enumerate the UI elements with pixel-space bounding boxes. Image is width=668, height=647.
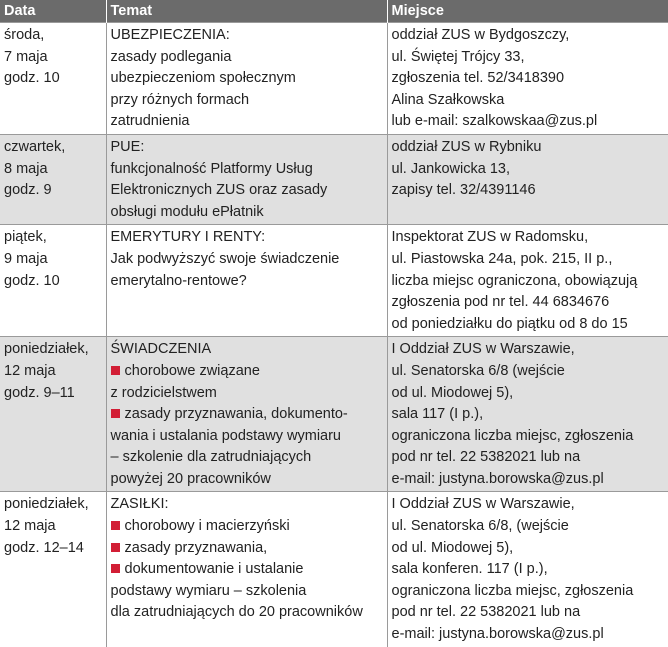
place-line: zapisy tel. 32/4391146 (391, 182, 536, 199)
place-cell (387, 492, 668, 647)
topic-cell (106, 337, 387, 492)
topic-text: zasady przyznawania, dokumento- (124, 406, 348, 423)
topic-line (111, 469, 383, 491)
date-line: 9 maja (4, 250, 48, 267)
topic-line (111, 383, 383, 405)
topic-cell (106, 134, 387, 224)
header-place: Miejsce (387, 0, 668, 23)
place-line: zgłoszenia pod nr tel. 44 6834676 (391, 294, 610, 311)
place-line: sala 117 (I p.), (391, 406, 484, 423)
header-row (0, 0, 668, 23)
table-row (0, 225, 668, 337)
topic-line (111, 249, 383, 271)
date-line: godz. 12–14 (4, 539, 84, 556)
square-bullet-icon (111, 366, 120, 375)
topic-line (111, 494, 383, 516)
table-row (0, 23, 668, 135)
topic-text: podstawy wymiaru – szkolenia (110, 582, 307, 599)
topic-text: PUE: (110, 138, 145, 155)
place-line: e-mail: justyna.borowska@zus.pl (391, 626, 604, 643)
place-line: ul. Senatorska 6/8, (wejście (391, 518, 569, 535)
header-date: Data (0, 0, 106, 23)
topic-line (111, 271, 383, 293)
topic-text: przy różnych formach (110, 91, 250, 108)
topic-line (111, 447, 383, 469)
topic-line (111, 559, 383, 581)
square-bullet-icon (111, 521, 120, 530)
date-line: godz. 9 (4, 182, 52, 199)
place-cell (387, 134, 668, 224)
place-line: liczba miejsc ograniczona, obowiązują (391, 272, 638, 289)
topic-line (111, 202, 383, 224)
topic-cell (106, 23, 387, 135)
date-cell (0, 337, 106, 492)
topic-line (111, 111, 383, 133)
topic-line (111, 426, 383, 448)
place-line: Inspektorat ZUS w Radomsku, (391, 229, 589, 246)
topic-text: – szkolenie dla zatrudniających (110, 449, 312, 466)
topic-line (111, 361, 383, 383)
topic-text: ŚWIADCZENIA (110, 341, 212, 358)
place-line: ograniczona liczba miejsc, zgłoszenia (391, 427, 634, 444)
topic-text: dokumentowanie i ustalanie (124, 561, 304, 578)
topic-text: chorobowy i macierzyński (124, 518, 290, 535)
table-row (0, 134, 668, 224)
place-line: pod nr tel. 22 5382021 lub na (391, 449, 581, 466)
place-line: lub e-mail: szalkowskaa@zus.pl (391, 113, 598, 130)
topic-text: dla zatrudniających do 20 pracowników (110, 604, 363, 621)
place-line: Alina Szałkowska (391, 91, 505, 108)
place-line: zgłoszenia tel. 52/3418390 (391, 70, 565, 87)
topic-line (111, 538, 383, 560)
topic-line (111, 516, 383, 538)
topic-text: ubezpieczeniom społecznym (110, 70, 296, 87)
topic-line (111, 90, 383, 112)
topic-text: powyżej 20 pracowników (110, 470, 271, 487)
topic-line (111, 404, 383, 426)
topic-text: Elektronicznych ZUS oraz zasady (110, 182, 328, 199)
place-line: ul. Jankowicka 13, (391, 160, 510, 177)
topic-line (111, 68, 383, 90)
topic-line (111, 581, 383, 603)
topic-line (111, 159, 383, 181)
date-line: piątek, (4, 229, 47, 246)
date-line: środa, (4, 27, 45, 43)
topic-line (111, 137, 383, 159)
topic-text: zasady przyznawania, (124, 539, 268, 556)
date-line: 12 maja (4, 362, 56, 379)
place-line: I Oddział ZUS w Warszawie, (391, 341, 575, 358)
date-line: 12 maja (4, 518, 56, 535)
date-cell (0, 492, 106, 647)
square-bullet-icon (111, 543, 120, 552)
date-cell (0, 225, 106, 337)
topic-text: z rodzicielstwem (110, 384, 217, 401)
topic-line (111, 339, 383, 361)
place-line: oddział ZUS w Rybniku (391, 138, 542, 155)
date-line: poniedziałek, (4, 496, 89, 513)
place-line: ograniczona liczba miejsc, zgłoszenia (391, 582, 634, 599)
topic-text: zasady podlegania (110, 48, 232, 65)
topic-line (111, 25, 383, 47)
date-cell (0, 23, 106, 135)
header-topic: Temat (106, 0, 387, 23)
place-line: ul. Świętej Trójcy 33, (391, 48, 525, 65)
date-line: poniedziałek, (4, 341, 89, 358)
place-line: sala konferen. 117 (I p.), (391, 561, 548, 578)
topic-line (111, 602, 383, 624)
date-line: godz. 9–11 (4, 384, 75, 401)
date-line: 8 maja (4, 160, 48, 177)
place-cell (387, 225, 668, 337)
topic-text: wania i ustalania podstawy wymiaru (110, 427, 341, 444)
topic-text: ZASIŁKI: (110, 496, 169, 513)
date-line: 7 maja (4, 48, 48, 65)
place-line: I Oddział ZUS w Warszawie, (391, 496, 575, 513)
topic-line (111, 227, 383, 249)
topic-line (111, 180, 383, 202)
topic-text: chorobowe związane (124, 362, 260, 379)
place-line: pod nr tel. 22 5382021 lub na (391, 604, 581, 621)
topic-text: funkcjonalność Platformy Usług (110, 160, 313, 177)
table-row (0, 492, 668, 647)
place-line: e-mail: justyna.borowska@zus.pl (391, 470, 604, 487)
place-cell (387, 337, 668, 492)
date-line: godz. 10 (4, 272, 60, 289)
date-line: godz. 10 (4, 70, 60, 87)
date-cell (0, 134, 106, 224)
place-line: od poniedziałku do piątku od 8 do 15 (391, 315, 628, 332)
topic-text: EMERYTURY I RENTY: (110, 229, 266, 246)
square-bullet-icon (111, 409, 120, 418)
topic-cell (106, 225, 387, 337)
place-line: od ul. Miodowej 5), (391, 539, 514, 556)
topic-cell (106, 492, 387, 647)
topic-text: UBEZPIECZENIA: (110, 27, 230, 43)
place-line: ul. Senatorska 6/8 (wejście (391, 362, 565, 379)
place-line: od ul. Miodowej 5), (391, 384, 514, 401)
topic-text: emerytalno-rentowe? (110, 272, 247, 289)
place-cell (387, 23, 668, 135)
topic-line (111, 47, 383, 69)
topic-text: obsługi modułu ePłatnik (110, 203, 264, 220)
place-line: ul. Piastowska 24a, pok. 215, II p., (391, 250, 613, 267)
date-line: czwartek, (4, 138, 66, 155)
table-row (0, 337, 668, 492)
square-bullet-icon (111, 564, 120, 573)
place-line: oddział ZUS w Bydgoszczy, (391, 27, 570, 43)
topic-text: Jak podwyższyć swoje świadczenie (110, 250, 340, 267)
topic-text: zatrudnienia (110, 113, 190, 130)
